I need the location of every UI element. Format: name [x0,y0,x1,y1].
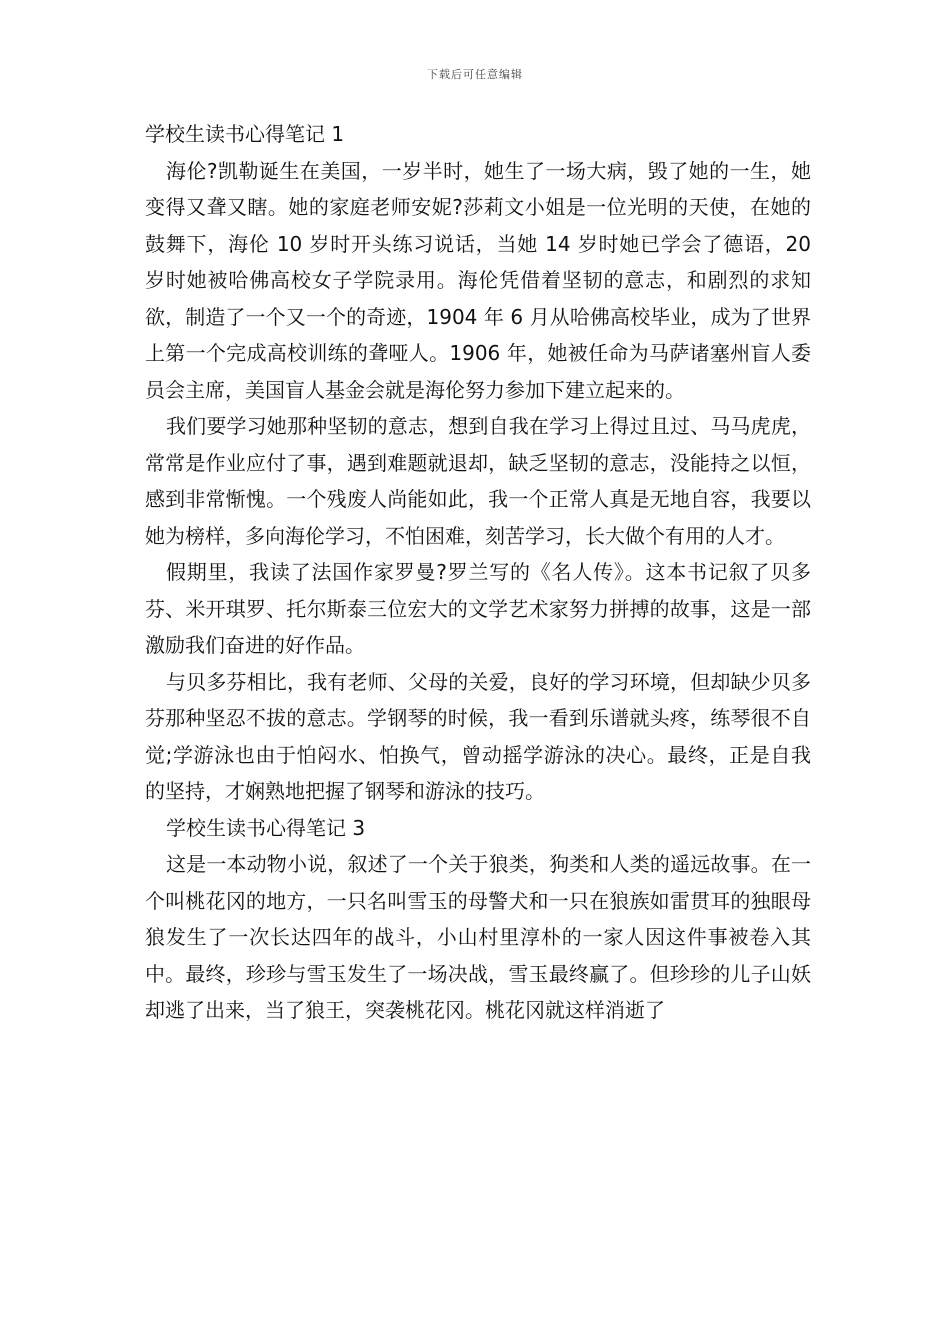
paragraph: 海伦?凯勒诞生在美国，一岁半时，她生了一场大病，毁了她的一生，她变得又聋又瞎。她的家庭老师安妮?莎莉文小姐是一位光明的天使，在她的鼓舞下，海伦 10 岁时开头练习说话，当她 14 岁时她已学会了德语，20 岁时她被哈佛高校女子学院录用。海伦凭借着坚韧的意志，和剧烈的求知欲，制造了一个又一个的奇迹，1904 年 6 月从哈佛高校毕业，成为了世界上第一个完成高校训练的聋哑人。1906 年，她被任命为马萨诸塞州盲人委员会主席，美国盲人基金会就是海伦努力参加下建立起来的。 [145,158,811,402]
page-header: 下载后可任意编辑 [427,68,523,81]
section-heading: 学校生读书心得笔记 3 [166,815,366,840]
paragraph: 假期里，我读了法国作家罗曼?罗兰写的《名人传》。这本书记叙了贝多芬、米开琪罗、托尔斯泰三位宏大的文学艺术家努力拼搏的故事，这是一部激励我们奋进的好作品。 [145,560,811,657]
paragraph: 我们要学习她那种坚韧的意志，想到自我在学习上得过且过、马马虎虎，常常是作业应付了事，遇到难题就退却，缺乏坚韧的意志，没能持之以恒，感到非常惭愧。一个残废人尚能如此，我一个正常人真是无地自容，我要以她为榜样，多向海伦学习，不怕困难，刻苦学习，长大做个有用的人才。 [145,414,811,548]
document-body [145,116,811,1029]
paragraph: 与贝多芬相比，我有老师、父母的关爱，良好的学习环境，但却缺少贝多芬那种坚忍不拔的意志。学钢琴的时候，我一看到乐谱就头疼，练琴很不自觉;学游泳也由于怕闷水、怕换气，曾动摇学游泳的决心。最终，正是自我的坚持，才娴熟地把握了钢琴和游泳的技巧。 [145,669,811,803]
section-heading: 学校生读书心得笔记 1 [145,122,345,146]
paragraph: 这是一本动物小说，叙述了一个关于狼类，狗类和人类的遥远故事。在一个叫桃花冈的地方，一只名叫雪玉的母警犬和一只在狼族如雷贯耳的独眼母狼发生了一次长达四年的战斗，小山村里淳朴的一家人因这件事被卷入其中。最终，珍珍与雪玉发生了一场决战，雪玉最终赢了。但珍珍的儿子山妖却逃了出来，当了狼王，突袭桃花冈。桃花冈就这样消逝了 [145,852,811,1022]
